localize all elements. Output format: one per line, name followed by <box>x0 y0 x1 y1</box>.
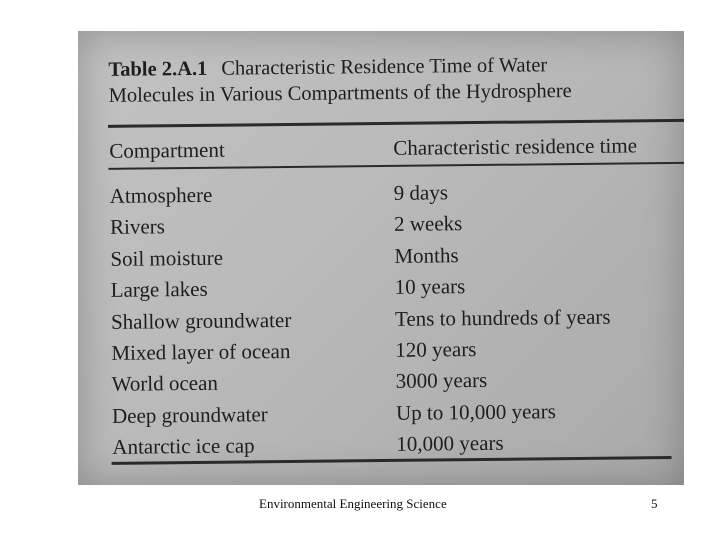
page-number: 5 <box>651 496 658 511</box>
compartment-cell: Antarctic ice cap <box>112 433 255 459</box>
book-page <box>96 31 684 485</box>
residence-time-cell: Tens to hundreds of years <box>394 304 611 331</box>
caption-line-2: Molecules in Various Compartments of the Hydrosphere <box>108 80 572 107</box>
table-number: Table 2.A.1 <box>108 57 208 81</box>
compartment-cell: Atmosphere <box>109 182 213 208</box>
table-body <box>110 175 684 464</box>
compartment-cell: Rivers <box>109 214 166 240</box>
residence-time-cell: 9 days <box>393 180 449 205</box>
footer-title: Environmental Engineering Science <box>259 496 447 511</box>
table-caption <box>108 52 572 109</box>
compartment-cell: Large lakes <box>110 277 208 303</box>
compartment-cell: Mixed layer of ocean <box>111 338 291 365</box>
header-compartment: Compartment <box>109 137 225 163</box>
residence-time-cell: 10 years <box>394 274 466 300</box>
residence-time-cell: Months <box>394 242 459 268</box>
table-photo <box>78 31 684 485</box>
compartment-cell: World ocean <box>111 371 219 397</box>
residence-time-cell: 10,000 years <box>396 430 504 457</box>
residence-time-cell: 120 years <box>395 336 477 362</box>
residence-time-cell: Up to 10,000 years <box>395 398 556 425</box>
compartment-cell: Deep groundwater <box>111 401 268 428</box>
residence-time-cell: 3000 years <box>395 368 488 394</box>
compartment-cell: Shallow groundwater <box>110 307 292 334</box>
compartment-cell: Soil moisture <box>110 245 224 271</box>
header-residence-time: Characteristic residence time <box>393 133 638 160</box>
residence-time-cell: 2 weeks <box>393 211 463 237</box>
top-rule <box>108 119 684 128</box>
caption-text-1: Characteristic Residence Time of Water <box>221 54 548 80</box>
